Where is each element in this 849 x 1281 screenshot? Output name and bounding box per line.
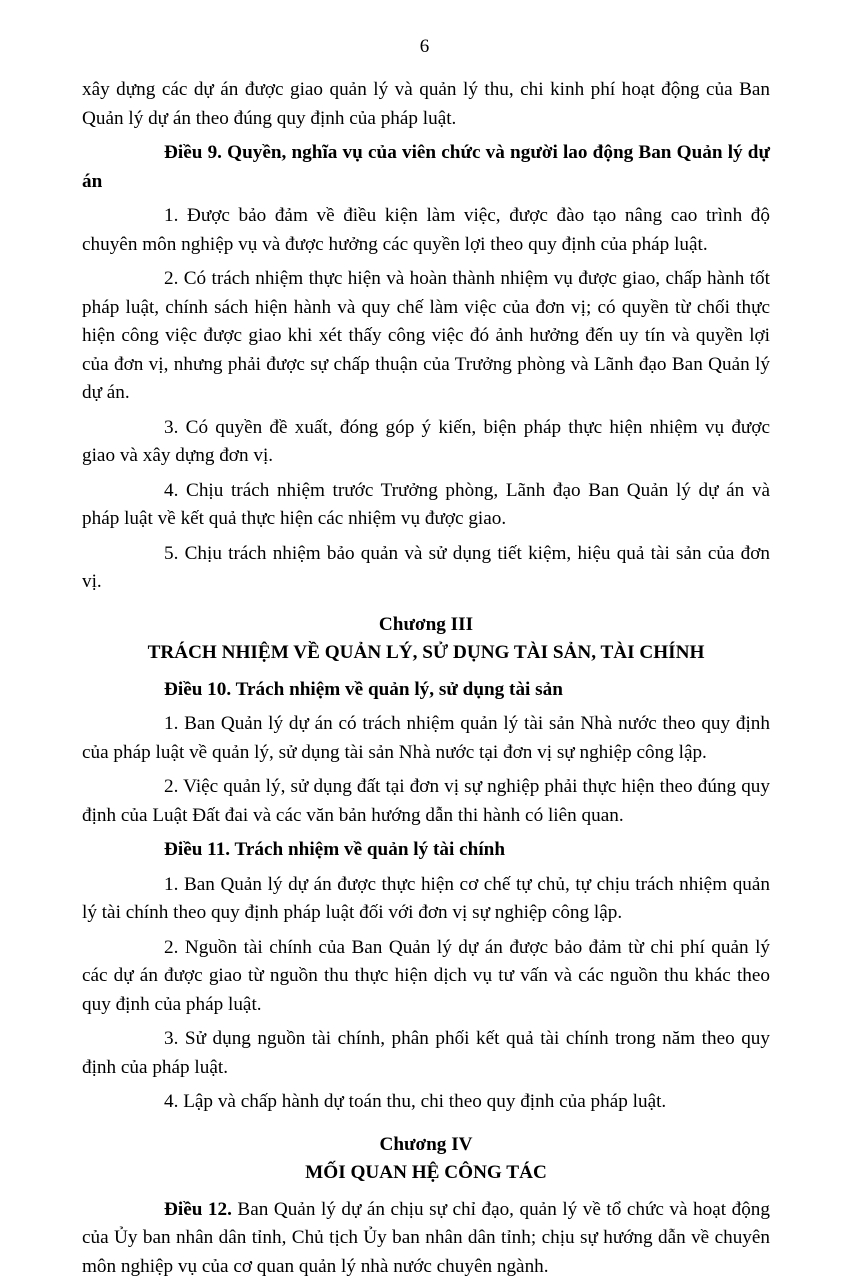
page-number: 6 [0,36,849,58]
article-9-item: 2. Có trách nhiệm thực hiện và hoàn thành nhiệm vụ được giao, chấp hành tốt pháp luật, chính sách hiện hành và quy chế làm việc của đơn vị; có quyền từ chối thực hiện công việc được giao khi xét thấy công việc đó ảnh hưởng đến uy tín và quyền lợi của đơn vị, nhưng phải được sự chấp thuận của Trưởng phòng và Lãnh đạo Ban Quản lý dự án. [82,265,770,408]
article-9-item: 3. Có quyền đề xuất, đóng góp ý kiến, biện pháp thực hiện nhiệm vụ được giao và xây dựng đơn vị. [82,414,770,471]
chapter-4-title: MỐI QUAN HỆ CÔNG TÁC [82,1159,770,1188]
article-9-item: 5. Chịu trách nhiệm bảo quản và sử dụng tiết kiệm, hiệu quả tài sản của đơn vị. [82,540,770,597]
article-10-item: 1. Ban Quản lý dự án có trách nhiệm quản lý tài sản Nhà nước theo quy định của pháp luật về quản lý, sử dụng tài sản Nhà nước tại đơn vị sự nghiệp công lập. [82,710,770,767]
article-11-item: 1. Ban Quản lý dự án được thực hiện cơ chế tự chủ, tự chịu trách nhiệm quản lý tài chính theo quy định pháp luật đối với đơn vị sự nghiệp công lập. [82,871,770,928]
article-12-lead: Điều 12. [164,1199,232,1220]
article-10-title: Điều 10. Trách nhiệm về quản lý, sử dụng tài sản [82,676,770,705]
chapter-4-label: Chương IV [82,1131,770,1160]
article-12-text: Ban Quản lý dự án chịu sự chỉ đạo, quản lý về tổ chức và hoạt động của Ủy ban nhân dân tỉnh, Chủ tịch Ủy ban nhân dân tỉnh; chịu sự hướng dẫn về chuyên môn nghiệp vụ của cơ quan quản lý nhà nước chuyên ngành. [82,1199,770,1277]
article-11-item: 2. Nguồn tài chính của Ban Quản lý dự án được bảo đảm từ chi phí quản lý các dự án được giao từ nguồn thu thực hiện dịch vụ tư vấn và các nguồn thu khác theo quy định của pháp luật. [82,934,770,1020]
article-11-title: Điều 11. Trách nhiệm về quản lý tài chính [82,836,770,865]
chapter-3-title: TRÁCH NHIỆM VỀ QUẢN LÝ, SỬ DỤNG TÀI SẢN, TÀI CHÍNH [82,639,770,668]
article-9-title: Điều 9. Quyền, nghĩa vụ của viên chức và người lao động Ban Quản lý dự án [82,139,770,196]
article-10-item: 2. Việc quản lý, sử dụng đất tại đơn vị sự nghiệp phải thực hiện theo đúng quy định của Luật Đất đai và các văn bản hướng dẫn thi hành có liên quan. [82,773,770,830]
document-body [82,76,770,1281]
article-11-item: 4. Lập và chấp hành dự toán thu, chi theo quy định của pháp luật. [82,1088,770,1117]
article-9-item: 4. Chịu trách nhiệm trước Trưởng phòng, Lãnh đạo Ban Quản lý dự án và pháp luật về kết quả thực hiện các nhiệm vụ được giao. [82,477,770,534]
intro-paragraph: xây dựng các dự án được giao quản lý và quản lý thu, chi kinh phí hoạt động của Ban Quản lý dự án theo đúng quy định của pháp luật. [82,76,770,133]
chapter-3-label: Chương III [82,611,770,640]
article-9-item: 1. Được bảo đảm về điều kiện làm việc, được đào tạo nâng cao trình độ chuyên môn nghiệp vụ và được hưởng các quyền lợi theo quy định của pháp luật. [82,202,770,259]
article-12-paragraph [82,1196,770,1281]
article-11-item: 3. Sử dụng nguồn tài chính, phân phối kết quả tài chính trong năm theo quy định của pháp luật. [82,1025,770,1082]
